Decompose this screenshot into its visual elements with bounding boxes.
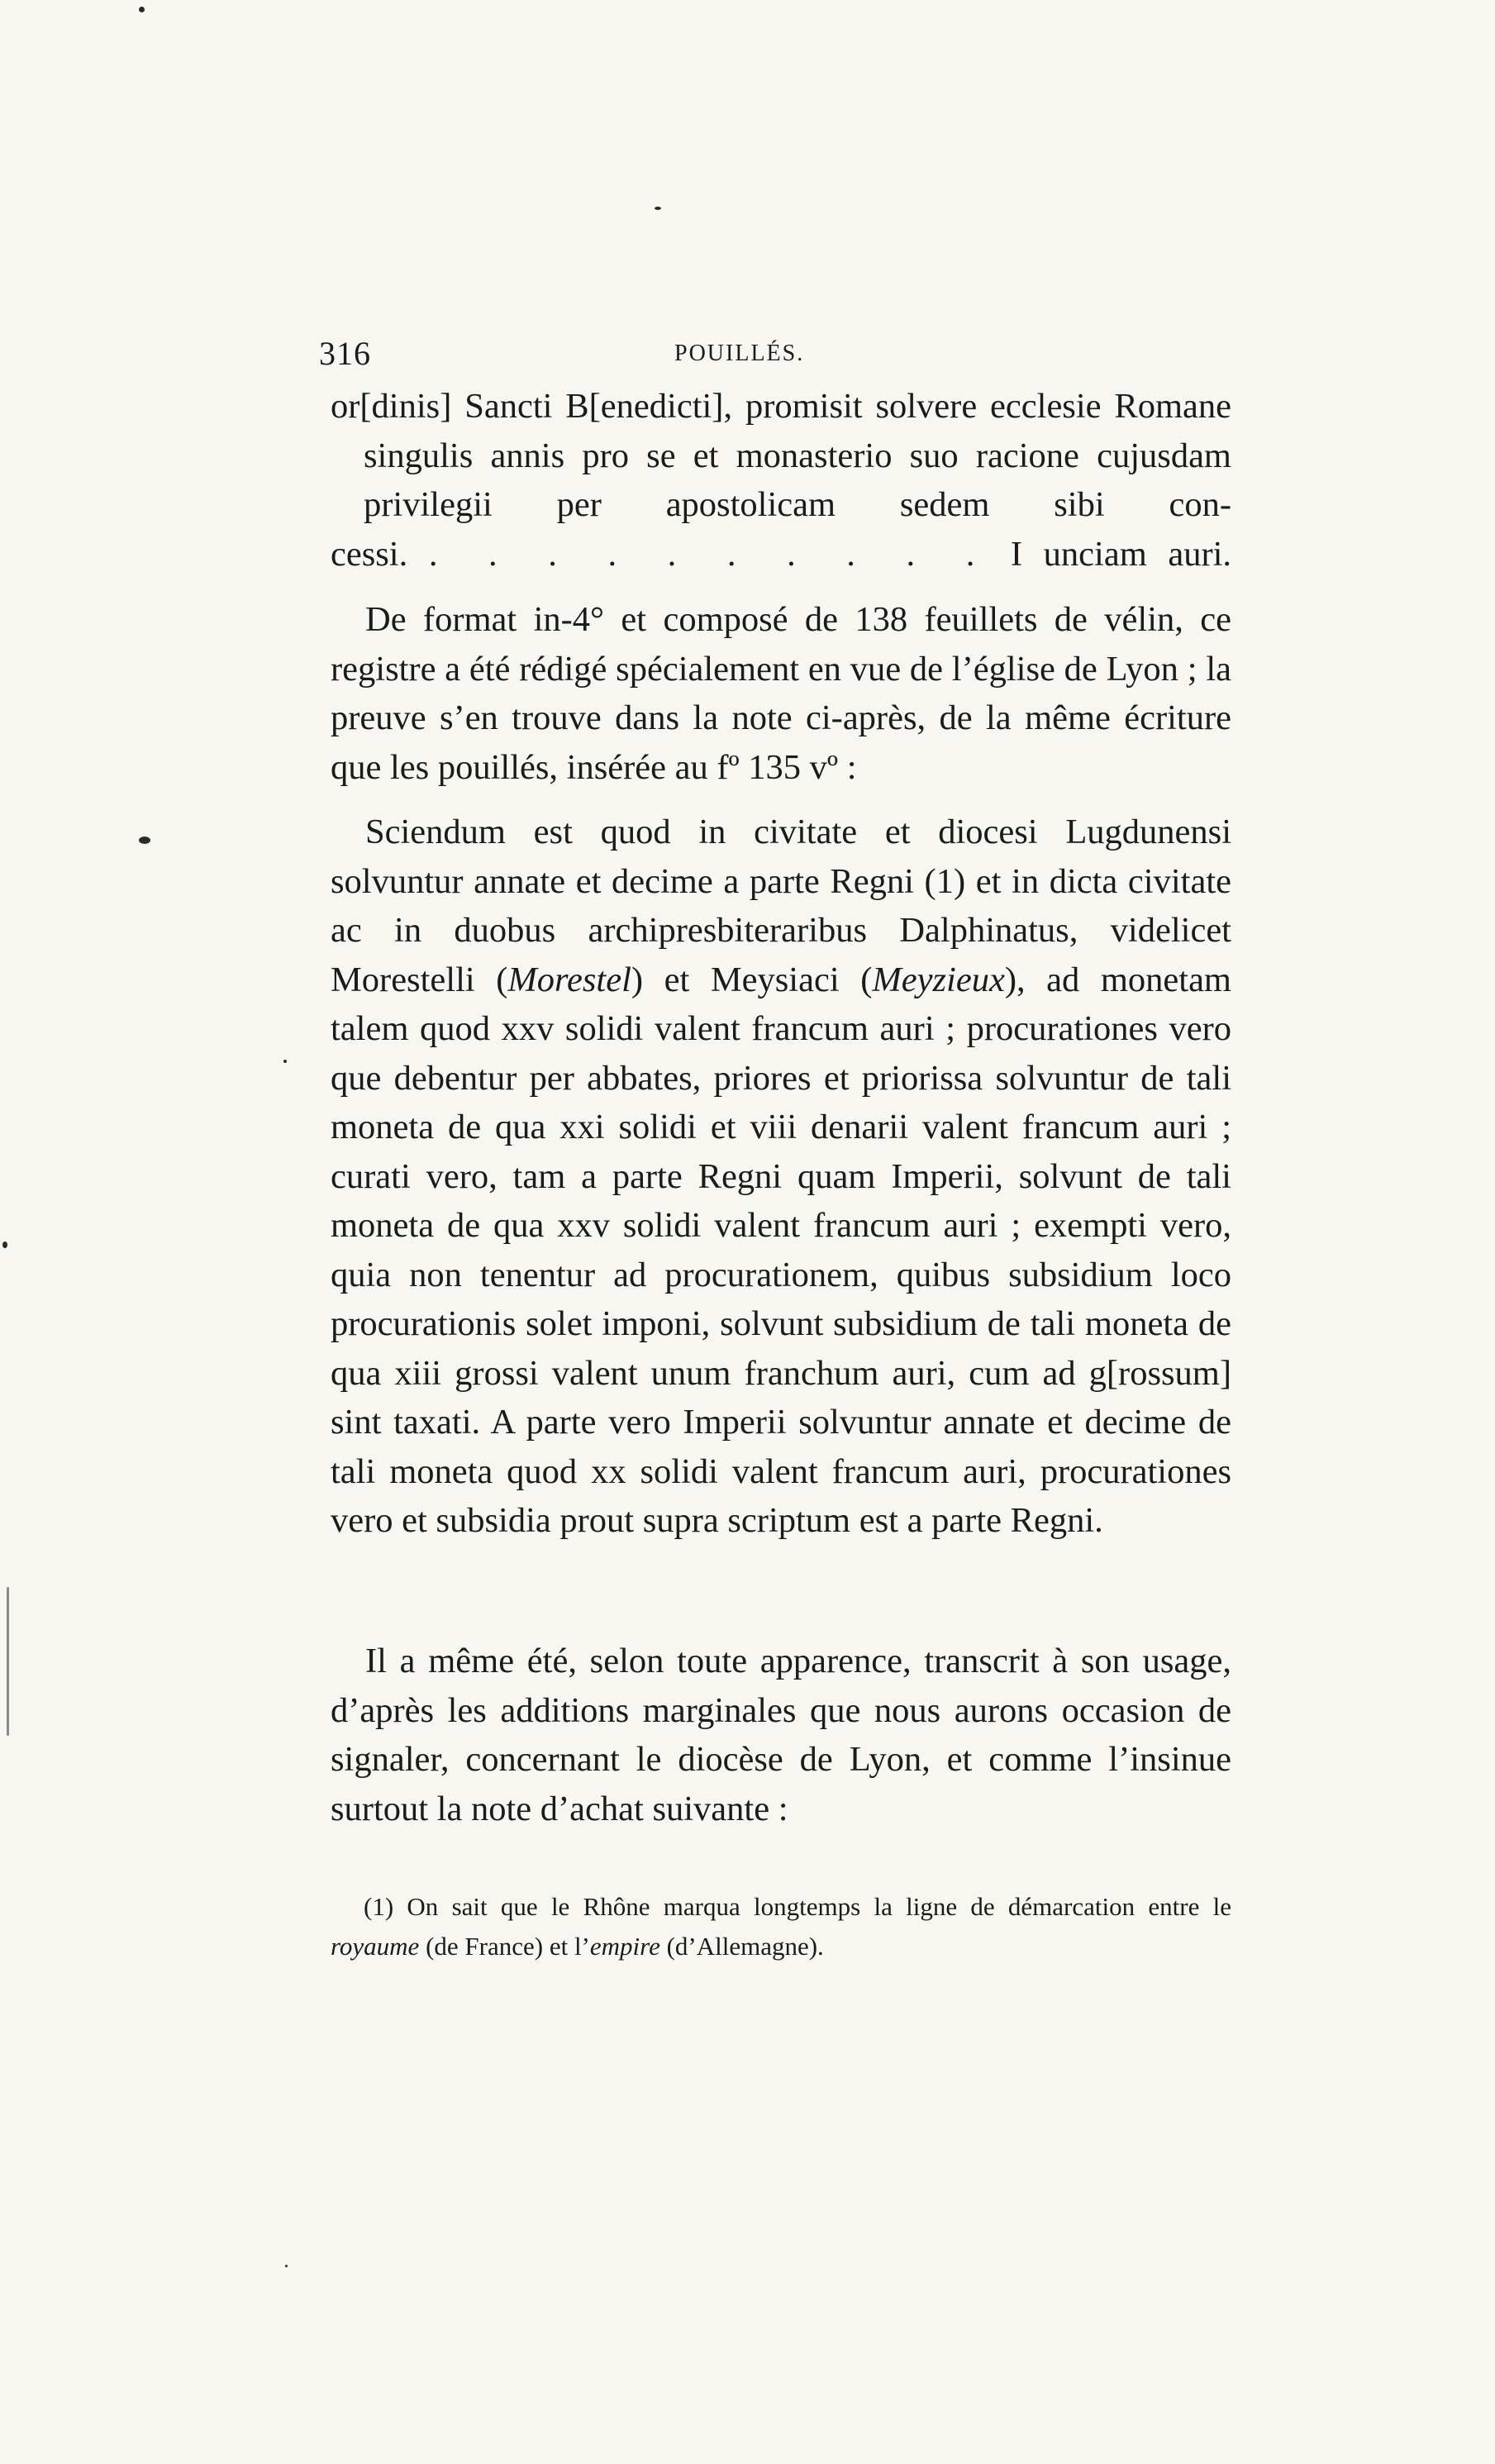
paragraph-1-line: or[dinis] Sancti B[enedicti], promisit solvere ecclesie Romane singulis annis pro se et monasterio suo racione cujusdam privilegii per apostolicam sedem sibi con- <box>331 387 1231 524</box>
scan-speck <box>139 7 145 12</box>
paragraph-2 <box>331 595 1231 792</box>
paragraph-1-text <box>331 382 1231 530</box>
paragraph-2-text: De format in-4° et composé de 138 feuillets de vélin, ce registre a été rédigé spécialement en vue de l’église de Lyon ; la preuve s’en trouve dans la note ci-après, de la même écriture que les pouillés, insérée au fº 135 vº : <box>331 600 1231 787</box>
footnote-part-1: (1) On sait que le Rhône marqua longtemps la ligne de démarcation entre le <box>364 1892 1231 1921</box>
footnote-italic-royaume: royaume <box>331 1932 420 1961</box>
paragraph-4-text: Il a même été, selon toute apparence, transcrit à son usage, d’après les additions marginales que nous aurons occasion de signaler, concernant le diocèse de Lyon, et comme l’insinue surtout la note d’achat suivante : <box>331 1642 1231 1828</box>
paragraph-3-text <box>331 808 1231 1546</box>
scan-speck <box>7 1587 9 1736</box>
scan-speck <box>285 2265 288 2267</box>
running-head: POUILLÉS. <box>674 341 805 366</box>
scan-speck <box>283 1060 287 1063</box>
footnote-1 <box>331 1887 1231 1966</box>
page-header <box>319 334 1228 372</box>
quote-italic-meyzieux: Meyzieux <box>872 960 1005 999</box>
quote-italic-morestel: Morestel <box>507 960 631 999</box>
paragraph-1 <box>331 382 1231 579</box>
footnote-part-3: (d’Allemagne). <box>659 1932 824 1961</box>
paragraph-1-cessi: cessi. <box>331 534 408 574</box>
footnote-part-2: (de France) et l’ <box>419 1932 590 1961</box>
leader-dots: . . . . . . . . . . <box>428 534 990 574</box>
paragraph-1-last-line <box>331 530 1231 579</box>
scan-speck <box>2 1242 7 1248</box>
quote-part-2: ) et Meysiaci ( <box>631 960 873 999</box>
scan-speck <box>139 836 150 844</box>
paragraph-1-amount: I unciam auri. <box>1010 534 1232 574</box>
page-number: 316 <box>319 335 371 372</box>
scan-speck <box>655 207 661 210</box>
footnote-italic-empire: empire <box>589 1932 660 1961</box>
quote-part-3: ), ad monetam talem quod xxv solidi valent francum auri ; procurationes vero que debentur per abbates, priores et priorissa solvuntur de tali moneta de qua xxi solidi et viii denarii valent francum auri ; curati vero, tam a parte Regni quam Imperii, solvunt de tali moneta de qua xxv solidi valent francum auri ; exempti vero, quia non tenentur ad procurationem, quibus subsidium loco procurationis solet imponi, solvunt subsidium de tali moneta de qua xiii grossi valent unum franchum auri, cum ad g[rossum] sint taxati. A parte vero Imperii solvuntur annate et decime de tali moneta quod xx solidi valent francum auri, procurationes vero et subsidia prout supra scriptum est a parte Regni. <box>331 960 1231 1540</box>
footnotes <box>331 1887 1231 1966</box>
quote-part-1: Sciendum est quod in civitate et diocesi Lugdunensi solvuntur annate et decime a parte Regni (1) et in dicta civitate ac in duobus archipresbiteraribus Dalphinatus, videlicet Morestelli ( <box>331 813 1231 999</box>
paragraph-4 <box>331 1637 1231 1833</box>
paragraph-3-quotation <box>331 808 1231 1546</box>
